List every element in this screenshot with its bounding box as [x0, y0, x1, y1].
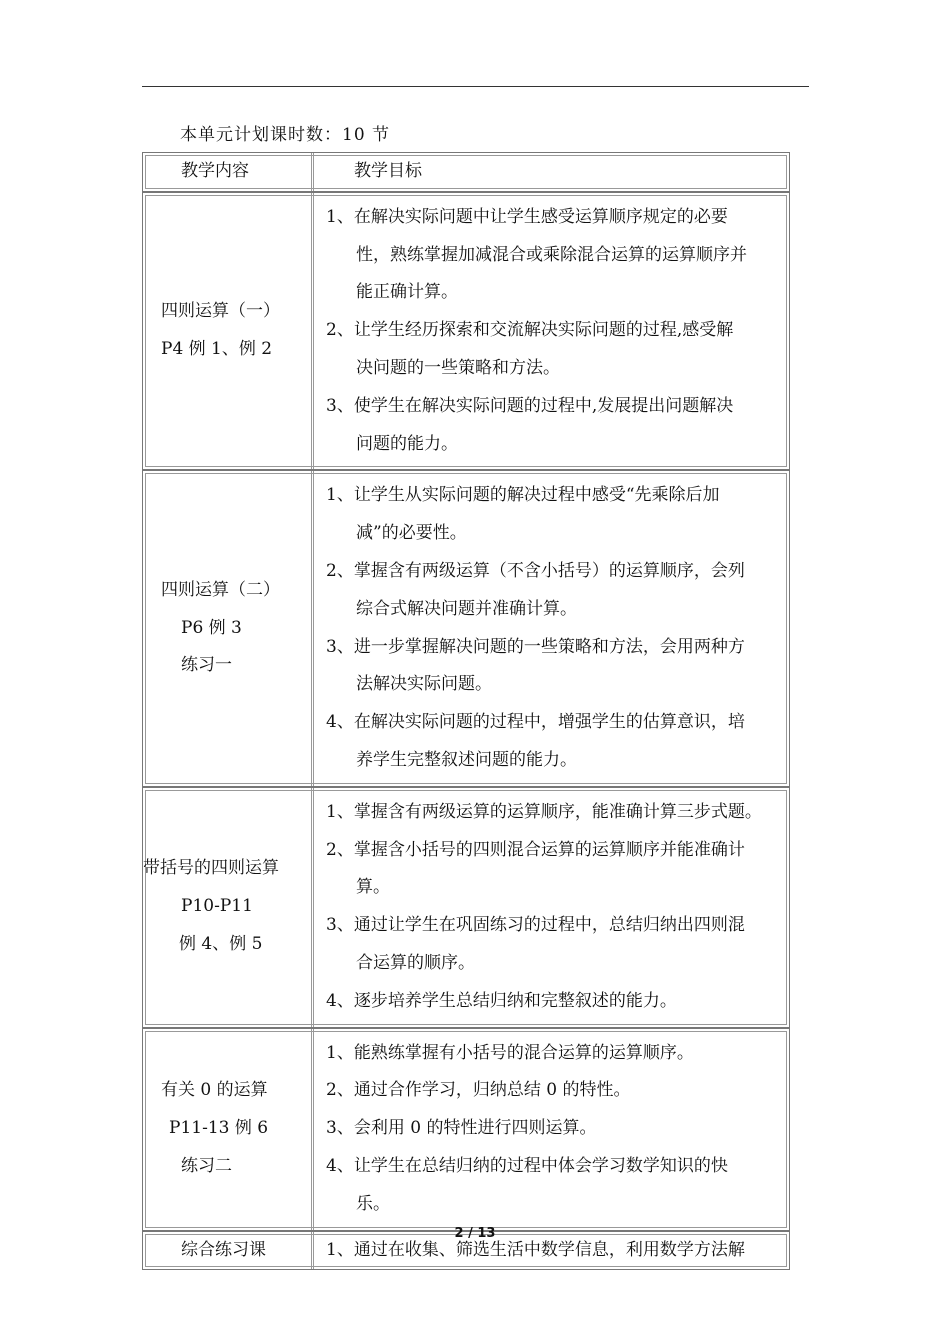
goal-text: 2、掌握含小括号的四则混合运算的运算顺序并能准确计 — [326, 839, 745, 860]
header-rule — [142, 86, 809, 87]
lesson-count-text: 本单元计划课时数：10 节 — [180, 125, 391, 145]
lesson-content-cell — [143, 788, 314, 1027]
goal-text: 4、逐步培养学生总结归纳和完整叙述的能力。 — [326, 990, 677, 1011]
goal-item — [326, 629, 789, 705]
goal-text: 2、通过合作学习，归纳总结 0 的特性。 — [326, 1080, 631, 1101]
goal-text-continued: 综合式解决问题并准确计算。 — [356, 598, 577, 619]
goal-text-continued: 决问题的一些策略和方法。 — [356, 357, 560, 378]
lesson-content-line: 有关 0 的运算 — [161, 1080, 268, 1101]
goal-text: 3、会利用 0 的特性进行四则运算。 — [326, 1118, 597, 1139]
goal-text: 3、通过让学生在巩固练习的过程中，总结归纳出四则混 — [326, 915, 745, 936]
lesson-content-cell — [143, 1029, 314, 1230]
teaching-goals-cell — [314, 788, 789, 1027]
goal-text: 4、让学生在总结归纳的过程中体会学习数学知识的快 — [326, 1155, 728, 1176]
lesson-content-line: 四则运算（一） — [161, 301, 280, 322]
goal-item — [326, 704, 789, 780]
goal-item — [326, 832, 789, 908]
teaching-goals-cell — [314, 1029, 789, 1230]
lesson-content-line: 综合练习课 — [181, 1239, 266, 1260]
lesson-content-line: 例 4、例 5 — [179, 934, 263, 955]
lesson-content-line: P11-13 例 6 — [169, 1118, 269, 1139]
goal-item — [326, 1072, 789, 1110]
lesson-content-line: P6 例 3 — [181, 617, 242, 638]
lesson-content-line: 四则运算（二） — [161, 579, 280, 600]
goal-item — [326, 1035, 789, 1073]
table-row — [142, 192, 790, 471]
teaching-goals-cell — [314, 471, 789, 785]
goal-item — [326, 312, 789, 388]
teaching-plan-table — [142, 152, 790, 1270]
lesson-content-line: P10-P11 — [181, 896, 253, 917]
header-goals-label: 教学目标 — [354, 161, 422, 181]
goal-text-continued: 法解决实际问题。 — [356, 674, 492, 695]
goal-text: 1、在解决实际问题中让学生感受运算顺序规定的必要 — [326, 206, 728, 227]
table-body — [142, 192, 790, 1271]
goal-text-continued: 养学生完整叙述问题的能力。 — [356, 749, 577, 770]
goal-text-continued: 能正确计算。 — [356, 282, 458, 303]
goal-text: 1、通过在收集、筛选生活中数学信息，利用数学方法解 — [326, 1239, 745, 1260]
table-row — [142, 787, 790, 1028]
lesson-content-line: 带括号的四则运算 — [143, 858, 279, 879]
goal-text-continued: 性，熟练掌握加减混合或乘除混合运算的运算顺序并 — [356, 244, 747, 265]
header-content-cell — [143, 153, 314, 191]
goal-text-continued: 合运算的顺序。 — [356, 952, 475, 973]
header-content-label: 教学内容 — [181, 161, 249, 181]
goal-text: 1、能熟练掌握有小括号的混合运算的运算顺序。 — [326, 1042, 694, 1063]
goal-text: 3、进一步掌握解决问题的一些策略和方法，会用两种方 — [326, 636, 745, 657]
page-number: 2 / 13 — [454, 1226, 496, 1241]
goal-item — [326, 553, 789, 629]
goal-text: 1、让学生从实际问题的解决过程中感受“先乘除后加 — [326, 485, 720, 506]
lesson-content-cell — [143, 193, 314, 470]
goal-text: 3、使学生在解决实际问题的过程中,发展提出问题解决 — [326, 395, 734, 416]
goal-item — [326, 794, 789, 832]
goal-item — [326, 199, 789, 312]
goal-text: 4、在解决实际问题的过程中，增强学生的估算意识，培 — [326, 712, 745, 733]
goal-item — [326, 388, 789, 464]
teaching-goals-cell — [314, 193, 789, 470]
goal-item — [326, 477, 789, 553]
lesson-content-line: P4 例 1、例 2 — [161, 339, 273, 360]
table-row — [142, 470, 790, 786]
goal-text: 2、让学生经历探索和交流解决实际问题的过程,感受解 — [326, 320, 734, 341]
goal-item — [326, 1110, 789, 1148]
goal-item — [326, 907, 789, 983]
goal-text-continued: 乐。 — [356, 1193, 390, 1214]
table-row — [142, 1028, 790, 1231]
goal-item — [326, 983, 789, 1021]
goal-text: 2、掌握含有两级运算（不含小括号）的运算顺序，会列 — [326, 560, 745, 581]
lesson-content-line: 练习二 — [181, 1155, 232, 1176]
header-goals-cell — [314, 153, 789, 191]
goal-text-continued: 算。 — [356, 877, 390, 898]
lesson-content-line: 练习一 — [181, 655, 232, 676]
table-header-row — [142, 152, 790, 192]
goal-text: 1、掌握含有两级运算的运算顺序，能准确计算三步式题。 — [326, 801, 762, 822]
goal-text-continued: 减”的必要性。 — [356, 523, 467, 544]
lesson-content-cell — [143, 471, 314, 785]
goal-item — [326, 1148, 789, 1224]
goal-text-continued: 问题的能力。 — [356, 433, 458, 454]
